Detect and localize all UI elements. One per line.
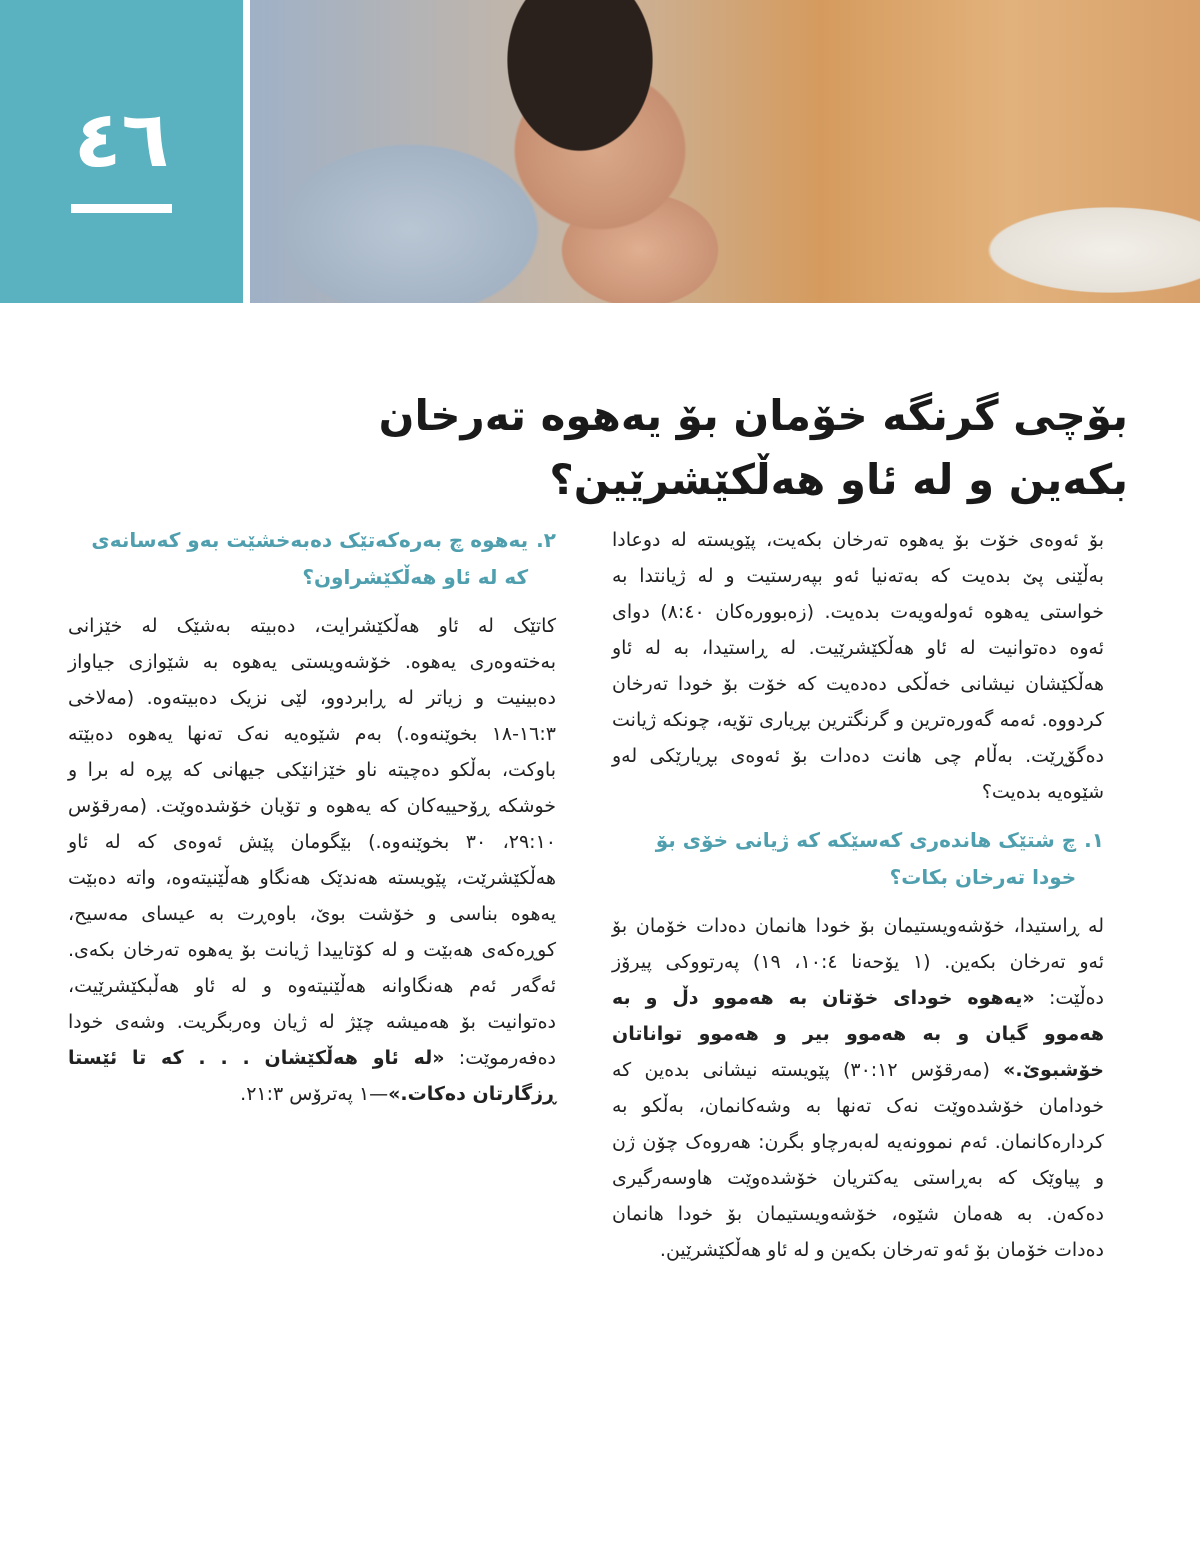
scripture-quote: «یەهوە خودای خۆتان بە هەموو دڵ و بە هەموو گیان و بە هەموو بیر و هەموو تواناتان خۆشبوێ.» (612, 987, 1104, 1081)
section-paragraph-1 (612, 908, 1104, 1268)
section-paragraph-2 (68, 608, 556, 1112)
section-heading-2 (68, 522, 556, 596)
section-heading-text: یەهوە چ بەرەکەتێک دەبەخشێت بەو کەسانەی کە لە ئاو هەڵکێشراون؟ (91, 528, 529, 589)
section-heading-text: چ شتێک هاندەری کەسێکە کە ژیانی خۆی بۆ خودا تەرخان بکات؟ (655, 828, 1077, 889)
section-heading-1 (612, 822, 1104, 896)
paragraph-text: کاتێک لە ئاو هەڵکێشرایت، دەبیتە بەشێک لە خێزانی بەختەوەری یەهوە. خۆشەویستی یەهوە بە شێوازی جیاواز دەبینیت و زیاتر لە ڕابردوو، لێی نزیک دەبیتەوە. (مەلاخی ١٦:٣-١٨ بخوێنەوە.) بەم شێوەیە نەک تەنها یەهوە دەبێتە باوکت، بەڵکو دەچیتە ناو خێزانێکی جیهانی کە پڕە لە برا و خوشکە ڕۆحییەکان کە یەهوە و تۆیان خۆشدەوێت. (مەرقۆس ٢٩:١٠، ٣٠ بخوێنەوە.) بێگومان پێش ئەوەی کە لە ئاو هەڵکێشرێت، پێویستە هەندێک هەنگاو هەڵێنیتەوە، واتە دەبێت یەهوە بناسی و خۆشت بوێ، باوەڕت بە عیسای مەسیح، کوڕەکەی هەبێت و لە کۆتاییدا ژیانت بۆ یەهوە تەرخان بکەی. ئەگەر ئەم هەنگاوانە هەڵێنیتەوە و لە ئاو هەڵبکێشرێیت، دەتوانیت بۆ هەمیشە چێژ لە ژیان وەربگریت. وشەی خودا دەفەرموێت: (68, 615, 556, 1069)
right-column (612, 522, 1104, 1280)
scripture-quote: «لە ئاو هەڵکێشان . . . کە تا ئێستا ڕزگارتان دەکات.» (68, 1047, 556, 1105)
lesson-number: ٤٦ (73, 95, 170, 185)
header-photo-man-praying (250, 0, 1200, 303)
intro-paragraph: بۆ ئەوەی خۆت بۆ یەهوە تەرخان بکەیت، پێویستە لە دوعادا بەڵێنی پێ بدەیت کە بەتەنیا ئەو بپەرستیت و لە ژیانتدا بە خواستی یەهوە ئەولەویەت بدەیت. (زەبوورەکان ٨:٤٠) دوای ئەوە دەتوانیت لە ئاو هەڵکێشرێیت. لە ڕاستیدا، بە لە ئاو هەڵکێشان نیشانی خەڵکی دەدەیت کە خۆت بۆ خودا تەرخان کردووە. ئەمە گەورەترین و گرنگترین بڕیاری تۆیە، چونکە ژیانت دەگۆڕێت. بەڵام چی هانت دەدات بۆ ئەوەی بڕیارێکی لەو شێوەیە بدەیت؟ (612, 529, 1104, 803)
lesson-number-badge (0, 0, 243, 303)
paragraph-text: (مەرقۆس ٣٠:١٢) پێویستە نیشانی بدەین کە خودامان خۆشدەوێت نەک تەنها بە وشەکانمان، بەڵکو بە کردارەکانمان. ئەم نموونەیە لەبەرچاو بگرن: هەروەک چۆن ژن و پیاوێک کە بەڕاستی یەکتریان خۆشدەوێت هاوسەرگیری دەکەن. بە هەمان شێوە، خۆشەویستیمان بۆ خودا هانمان دەدات خۆمان بۆ ئەو تەرخان بکەین و لە ئاو هەڵکێشرێین. (612, 1059, 1104, 1261)
scripture-reference: —١ پەترۆس ٢١:٣. (240, 1083, 389, 1105)
left-column (68, 522, 556, 1124)
section-number: ٢. (536, 528, 556, 552)
page-title: بۆچی گرنگە خۆمان بۆ یەهوە تەرخان بکەین و لە ئاو هەڵکێشرێین؟ (378, 391, 1128, 505)
lesson-number-underline (71, 204, 172, 213)
paragraph-text: لە ڕاستیدا، خۆشەویستیمان بۆ خودا هانمان دەدات خۆمان بۆ ئەو تەرخان بکەین. (١ یۆحەنا ١٠:٤، ١٩) پەرتووکی پیرۆز دەڵێت: (612, 915, 1104, 1009)
section-number: ١. (1084, 828, 1104, 852)
